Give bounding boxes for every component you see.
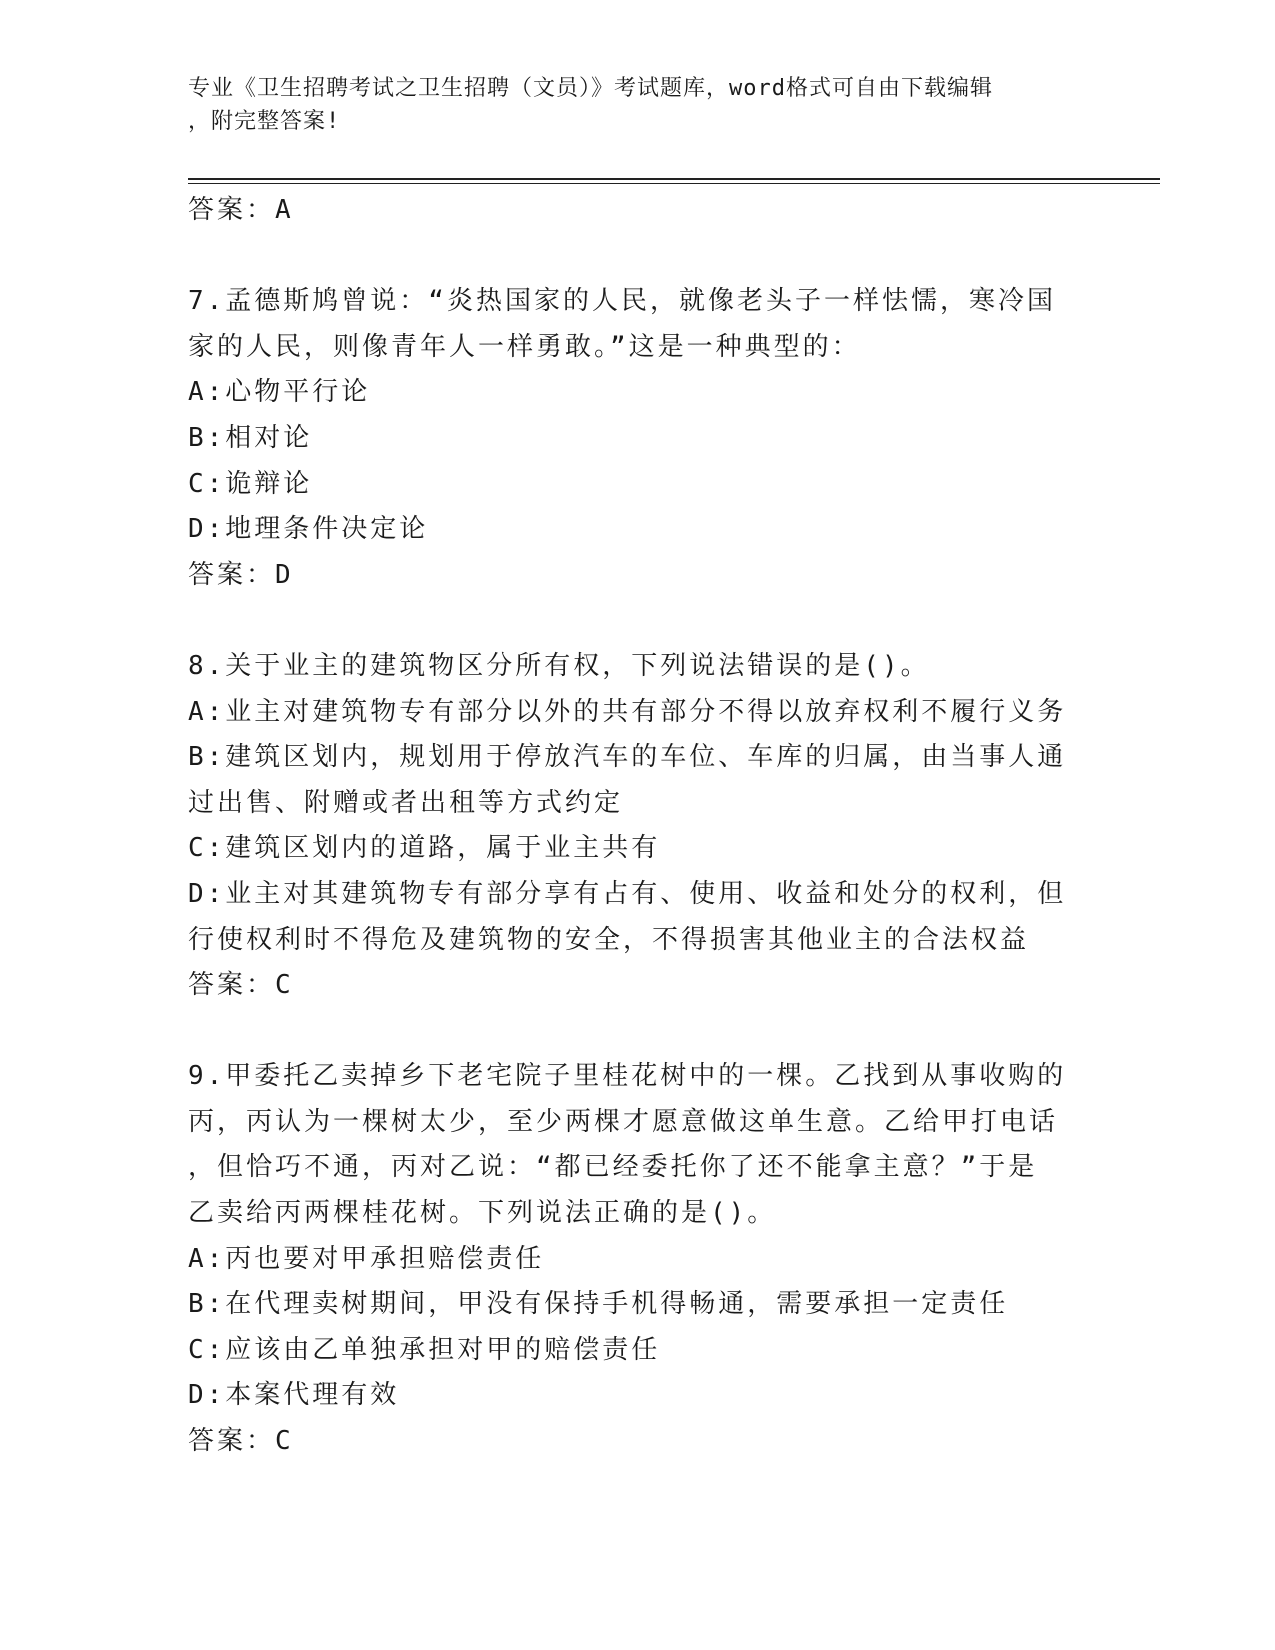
option-a: A:业主对建筑物专有部分以外的共有部分不得以放弃权利不履行义务 xyxy=(188,696,1067,727)
spacer xyxy=(188,1009,1088,1055)
option-d-continued: 行使权利时不得危及建筑物的安全，不得损害其他业主的合法权益 xyxy=(188,924,1030,955)
option-d: D:本案代理有效 xyxy=(188,1380,400,1411)
answer: 答案：C xyxy=(188,970,294,1001)
option-b: B:在代理卖树期间，甲没有保持手机得畅通，需要承担一定责任 xyxy=(188,1289,1009,1320)
option-b: B:相对论 xyxy=(188,422,313,453)
option-b-continued: 过出售、附赠或者出租等方式约定 xyxy=(188,787,624,818)
option-a: A:丙也要对甲承担赔偿责任 xyxy=(188,1243,545,1274)
question-8 xyxy=(188,644,1088,1009)
previous-answer: 答案：A xyxy=(188,195,294,225)
spacer xyxy=(188,598,1088,644)
question-stem-line: 7.孟德斯鸠曾说：“炎热国家的人民，就像老头子一样怯懦，寒冷国 xyxy=(188,286,1056,317)
header-rule-thick xyxy=(188,178,1160,180)
question-stem-line: 丙，丙认为一棵树太少，至少两棵才愿意做这单生意。乙给甲打电话 xyxy=(188,1106,1059,1137)
option-c: C:应该由乙单独承担对甲的赔偿责任 xyxy=(188,1334,661,1365)
question-stem-line: 8.关于业主的建筑物区分所有权，下列说法错误的是()。 xyxy=(188,650,930,681)
answer: 答案：C xyxy=(188,1426,294,1457)
option-a: A:心物平行论 xyxy=(188,377,371,408)
question-stem-line: ，但恰巧不通，丙对乙说：“都已经委托你了还不能拿主意？”于是 xyxy=(188,1152,1038,1183)
option-d: D:地理条件决定论 xyxy=(188,514,429,545)
header-line-2: ，附完整答案! xyxy=(188,109,341,134)
option-d: D:业主对其建筑物专有部分享有占有、使用、收益和处分的权利，但 xyxy=(188,878,1067,909)
question-list xyxy=(188,188,1088,1465)
option-c: C:建筑区划内的道路，属于业主共有 xyxy=(188,833,661,864)
header-rule-thin xyxy=(188,183,1160,184)
question-stem-line: 9.甲委托乙卖掉乡下老宅院子里桂花树中的一棵。乙找到从事收购的 xyxy=(188,1061,1067,1092)
question-9 xyxy=(188,1054,1088,1464)
question-stem-line: 家的人民，则像青年人一样勇敢。”这是一种典型的： xyxy=(188,331,861,362)
answer: 答案：D xyxy=(188,559,294,590)
option-b: B:建筑区划内，规划用于停放汽车的车位、车库的归属，由当事人通 xyxy=(188,742,1067,773)
spacer xyxy=(188,234,1088,280)
header-line-1: 专业《卫生招聘考试之卫生招聘（文员）》考试题库，word格式可自由下载编辑 xyxy=(188,76,993,101)
question-7 xyxy=(188,279,1088,598)
question-stem-line: 乙卖给丙两棵桂花树。下列说法正确的是()。 xyxy=(188,1198,777,1229)
option-c: C:诡辩论 xyxy=(188,468,313,499)
document-header xyxy=(188,72,1088,138)
